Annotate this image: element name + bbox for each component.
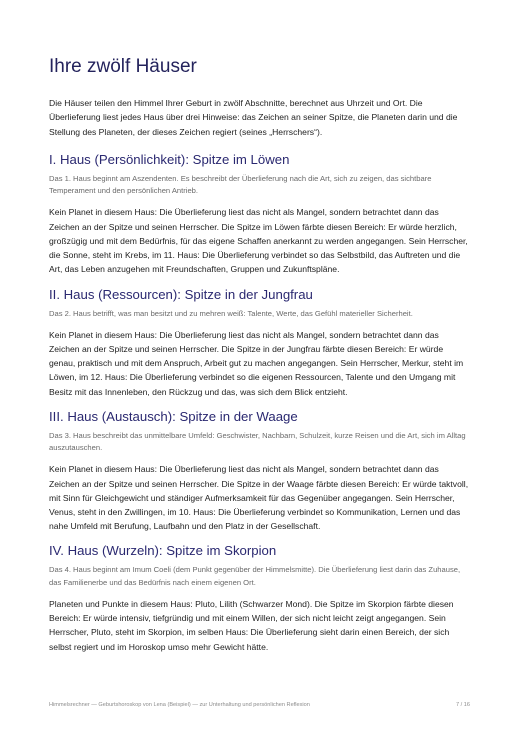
intro-paragraph: Die Häuser teilen den Himmel Ihrer Geburt in zwölf Abschnitte, berechnet aus Uhrzeit und Ort. Die Überlieferung liest jedes Haus über drei Hinweise: das Zeichen an seiner Spitze, die Planeten darin und die Stellung des Planeten, der dieses Zeichen regiert (seines „Herrschers“). [49,98,458,137]
house-description: Das 4. Haus beginnt am Imum Coeli (dem Punkt gegenüber der Himmelsmitte). Die Überlieferung liest darin das Zuhause, das Familienerbe und das Bedürfnis nach einem eigenen Ort. [49,565,461,587]
page-title: Ihre zwölf Häuser [49,56,197,77]
house-section-2 [49,286,470,399]
house-heading: II. Haus (Ressourcen): Spitze in der Jungfrau [49,286,313,302]
house-interpretation: Kein Planet in diesem Haus: Die Überlieferung liest das nicht als Mangel, sondern betrachtet dann das Zeichen an der Spitze und seinen Herrscher. Die Spitze in der Jungfrau färbte diesen Bereich: Er würde genau, praktisch und mit dem Anspruch, Arbeit gut zu machen angegangen. Sein Herrscher, Merkur, steht im Löwen, im 12. Haus: Die Überlieferung verbindet so die eigenen Ressourcen, Talente und den Umgang mit Besitz mit das Innenleben, den Rückzug und das, was sich dem Blick entzieht. [49,329,464,397]
page-footer [49,701,470,709]
house-interpretation: Kein Planet in diesem Haus: Die Überlieferung liest das nicht als Mangel, sondern betrachtet dann das Zeichen an der Spitze und seinen Herrscher. Die Spitze im Löwen färbte diesen Bereich: Er würde herzlich, großzügig und mit dem Bedürfnis, für das eigene Schaffen anerkannt zu werden angegangen. Sein Herrscher, die Sonne, steht im Krebs, im 11. Haus: Die Überlieferung verbindet so das Selbstbild, das Auftreten und die Art, das Leben anzugehen mit Freundschaften, Gruppen und Zukunftspläne. [49,207,468,275]
house-description: Das 3. Haus beschreibt das unmittelbare Umfeld: Geschwister, Nachbarn, Schulzeit, kurze Reisen und die Art, sich im Alltag auszutauschen. [49,430,466,453]
house-section-4 [49,542,470,653]
house-heading: I. Haus (Persönlichkeit): Spitze im Löwen [49,151,290,167]
page-number: 7 / 16 [456,702,470,708]
house-heading: III. Haus (Austausch): Spitze in der Waage [49,408,298,424]
house-section-3 [49,408,470,534]
house-interpretation: Kein Planet in diesem Haus: Die Überlieferung liest das nicht als Mangel, sondern betrachtet dann das Zeichen an der Spitze und seinen Herrscher. Die Spitze in der Waage färbte diesen Bereich: Er würde taktvoll, mit Sinn für Gleichgewicht und ständiger Aufmerksamkeit für das Gegenüber angegangen. Sein Herrscher, Venus, steht in den Zwillingen, im 10. Haus: Die Überlieferung verbindet so Kommunikation, Lernen und das nahe Umfeld mit Berufung, Laufbahn und den Platz in der Gesellschaft. [49,464,469,532]
house-heading: IV. Haus (Wurzeln): Spitze im Skorpion [49,543,277,559]
house-description: Das 2. Haus betrifft, was man besitzt und zu mehren weiß: Talente, Werte, das Gefühl materieller Sicherheit. [49,308,413,318]
house-section-1 [49,151,470,277]
house-description: Das 1. Haus beginnt am Aszendenten. Es beschreibt der Überlieferung nach die Art, sich zu zeigen, das sichtbare Temperament und den persönlichen Antrieb. [49,173,432,196]
footer-text: Himmelsrechner — Geburtshoroskop von Lena (Beispiel) — zur Unterhaltung und persönlichen Reflexion [49,702,310,708]
house-interpretation: Planeten und Punkte in diesem Haus: Pluto, Lilith (Schwarzer Mond). Die Spitze im Skorpion färbte diesen Bereich: Er würde intensiv, tiefgründig und mit einem Willen, der sich nicht leicht zeigt angegangen. Sein Herrscher, Pluto, steht im Skorpion, im selben Haus: Die Überlieferung sieht darin einen Bereich, der sich selbst regiert und im Horoskop umso mehr Gewicht hätte. [49,599,454,652]
